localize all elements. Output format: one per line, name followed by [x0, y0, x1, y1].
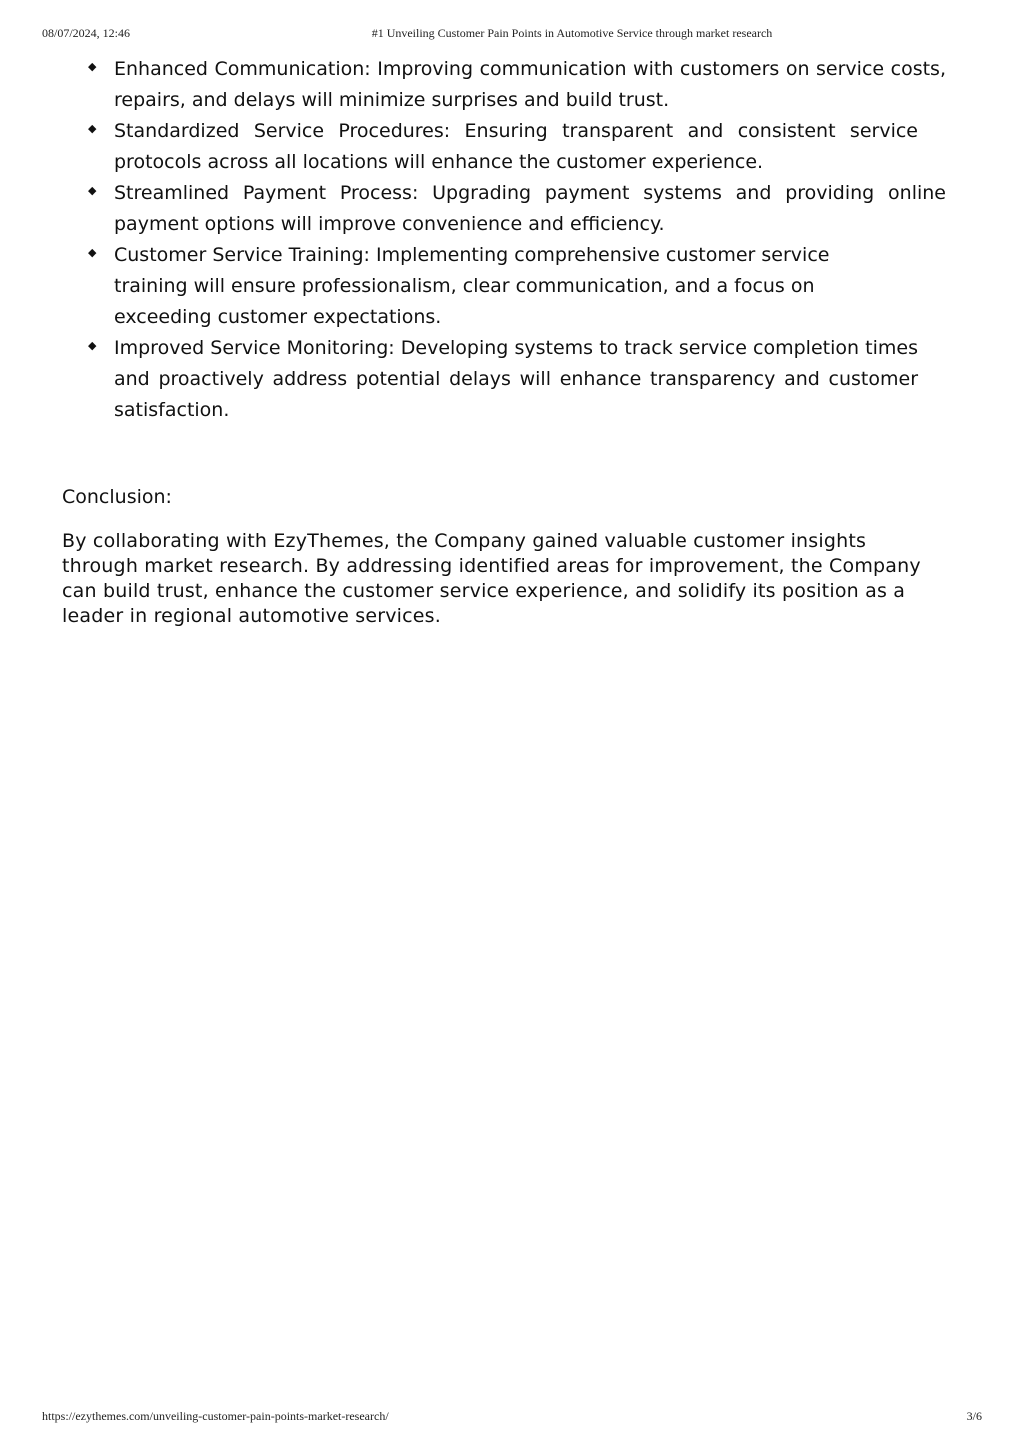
- print-footer: [0, 1409, 1024, 1425]
- diamond-bullet-icon: ◆: [88, 339, 97, 352]
- list-item-text: Improved Service Monitoring: Developing systems to track service completion times and proactively address potential delays will enhance transparency and customer satisfaction.: [114, 337, 918, 421]
- page-number: 3/6: [966, 1409, 982, 1423]
- conclusion-paragraph: By collaborating with EzyThemes, the Company gained valuable customer insights through market research. By addressing identified areas for improvement, the Company can build trust, enhance the customer service experience, and solidify its position as a leader in regional automotive services.: [62, 530, 921, 627]
- list-item: [88, 240, 946, 333]
- article-content: [62, 54, 946, 629]
- diamond-bullet-icon: ◆: [88, 184, 97, 197]
- list-item: [88, 54, 946, 116]
- print-datetime: 08/07/2024, 12:46: [42, 26, 131, 40]
- list-item: [88, 333, 946, 426]
- print-page-title: #1 Unveiling Customer Pain Points in Automotive Service through market research: [371, 26, 773, 40]
- diamond-bullet-icon: ◆: [88, 60, 97, 73]
- list-item: [88, 116, 946, 178]
- list-item-text: Customer Service Training: Implementing comprehensive customer service training will ensure professionalism, clear communication, and a focus on exceeding customer expectations.: [114, 244, 830, 328]
- conclusion-heading: Conclusion:: [62, 486, 172, 508]
- list-item: [88, 178, 946, 240]
- list-item-text: Streamlined Payment Process: Upgrading payment systems and providing online payment options will improve convenience and efficiency.: [114, 182, 946, 235]
- diamond-bullet-icon: ◆: [88, 246, 97, 259]
- page-url: https://ezythemes.com/unveiling-customer-pain-points-market-research/: [42, 1409, 389, 1423]
- list-item-text: Enhanced Communication: Improving communication with customers on service costs, repairs, and delays will minimize surprises and build trust.: [114, 58, 946, 111]
- recommendations-list: [62, 54, 946, 426]
- diamond-bullet-icon: ◆: [88, 122, 97, 135]
- list-item-text: Standardized Service Procedures: Ensuring transparent and consistent service protocols across all locations will enhance the customer experience.: [114, 120, 918, 173]
- print-header: [0, 26, 1024, 42]
